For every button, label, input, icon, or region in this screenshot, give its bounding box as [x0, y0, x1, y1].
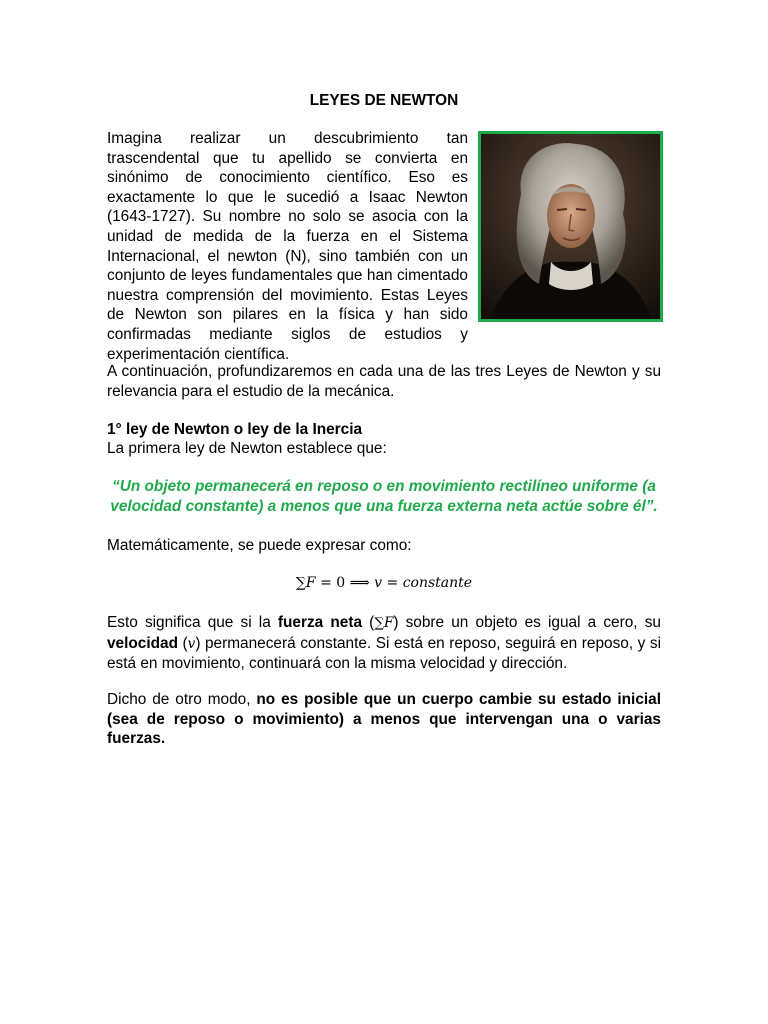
summary-lead: Dicho de otro modo, — [107, 691, 257, 708]
law1-quote: “Un objeto permanecerá en reposo o en movimiento rectilíneo uniforme (a velocidad constante) a menos que una fuerza externa neta actúe sobre él”. — [110, 478, 658, 515]
math-label: Matemáticamente, se puede expresar como: — [107, 537, 412, 554]
document-title: LEYES DE NEWTON — [309, 92, 459, 109]
law1-heading: 1° ley de Newton o ley de la Inercia — [107, 421, 363, 438]
isaac-newton-portrait-icon — [478, 131, 663, 322]
meaning-part5: ) permanecerá constante. Si está en reposo, seguirá en reposo, y si está en movimiento, continuará con la misma velocidad y dirección. — [107, 634, 661, 673]
intro-paragraph: Imagina realizar un descubrimiento tan trascendental que tu apellido se convierta en sinónimo de conocimiento científico. Eso es exactamente lo que le sucedió a Isaac Newton (1643-1727). Su nombre no solo se asocia con la unidad de medida de la fuerza en el Sistema Internacional, el newton (N), sino también con un conjunto de leyes fundamentales que han cimentado nuestra comprensión del movimiento. Estas Leyes de Newton son pilares en la física y han sido confirmadas mediante siglos de estudios y experimentación científica. — [107, 130, 468, 363]
velocity-variable: v — [374, 575, 383, 591]
meaning-paragraph — [107, 613, 661, 674]
inline-velocity-variable: v — [187, 635, 196, 652]
equals-sign: = — [382, 575, 403, 591]
summary-bold: no es posible que un cuerpo cambie su estado inicial (sea de reposo o movimiento) a menos que intervengan una o varias fuerzas. — [107, 691, 661, 748]
force-variable: F — [305, 575, 316, 591]
meaning-part4: ( — [178, 634, 188, 652]
continuation-paragraph: A continuación, profundizaremos en cada una de las tres Leyes de Newton y su relevancia para el estudio de la mecánica. — [107, 363, 661, 400]
constant-word: constante — [402, 575, 473, 591]
meaning-bold-net-force: fuerza neta — [277, 614, 363, 631]
inline-sum-symbol: ∑ — [374, 615, 384, 631]
inline-force-variable: F — [383, 615, 394, 631]
meaning-part2: ( — [362, 614, 375, 631]
summary-paragraph — [107, 690, 661, 749]
portrait-image — [481, 134, 660, 319]
law1-intro: La primera ley de Newton establece que: — [107, 440, 387, 457]
sum-symbol: ∑ — [295, 575, 306, 591]
meaning-bold-velocity: velocidad — [107, 634, 178, 652]
meaning-part3: ) sobre un objeto es igual a cero, su — [393, 614, 661, 631]
equals-zero-implies: = 0 ⟹ — [315, 575, 375, 591]
inline-sum-force — [374, 615, 393, 631]
law1-formula — [107, 574, 661, 594]
meaning-part1: Esto significa que si la — [107, 614, 278, 631]
